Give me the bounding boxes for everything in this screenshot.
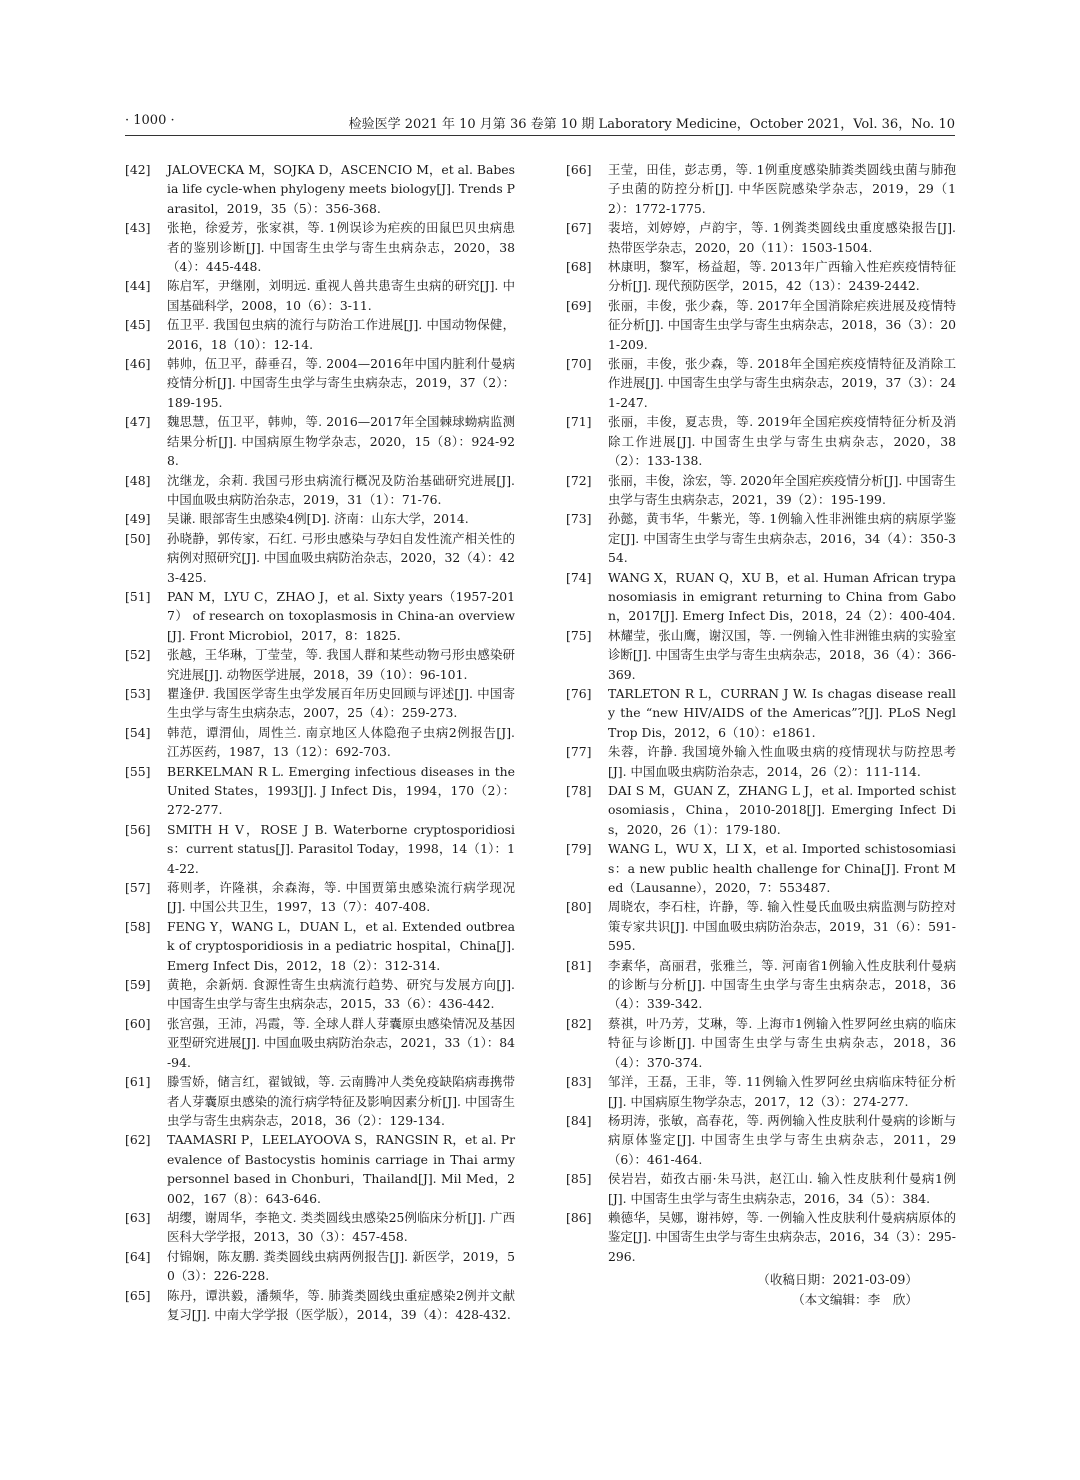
reference-text: 李素华，高丽君，张雅兰，等. 河南省1例输入性皮肤利什曼病的诊断与分析[J]. 中国寄生虫学与寄生虫病杂志，2018，36（4）：339-342.	[608, 957, 956, 1012]
reference-text: 张丽，丰俊，张少森，等. 2017年全国消除疟疾进展及疫情特征分析[J]. 中国寄生虫学与寄生虫病杂志，2018，36（3）：201-209.	[608, 297, 956, 352]
reference-item	[125, 1247, 515, 1286]
reference-number: [73]	[566, 511, 592, 527]
reference-number: [49]	[125, 511, 151, 527]
reference-text: 沈继龙，余莉. 我国弓形虫病流行概况及防治基础研究进展[J]. 中国血吸虫病防治杂志，2019，31（1）：71-76.	[167, 472, 515, 507]
reference-number: [43]	[125, 220, 151, 236]
reference-number: [72]	[566, 472, 592, 488]
reference-item	[566, 509, 956, 567]
reference-number: [61]	[125, 1074, 151, 1090]
reference-text: 邹洋，王磊，王非，等. 11例输入性罗阿丝虫病临床特征分析[J]. 中国病原生物学杂志，2017，12（3）：274-277.	[608, 1074, 956, 1109]
reference-item	[125, 917, 515, 975]
reference-item	[566, 1072, 956, 1111]
reference-item	[566, 781, 956, 839]
reference-text: 林康明，黎军，杨益超，等. 2013年广西输入性疟疾疫情特征分析[J]. 现代预防医学，2015，42（13）：2439-2442.	[608, 259, 956, 294]
reference-item	[566, 412, 956, 470]
reference-text: 周晓农，李石柱，许静，等. 输入性曼氏血吸虫病监测与防控对策专家共识[J]. 中国血吸虫病防治杂志，2019，31（6）：591-595.	[608, 899, 956, 954]
reference-item	[566, 956, 956, 1014]
reference-number: [77]	[566, 744, 592, 760]
reference-text: 蒋则孝，许隆祺，余森海，等. 中国贾第虫感染流行病学现况[J]. 中国公共卫生，1997，13（7）：407-408.	[167, 880, 515, 915]
reference-number: [78]	[566, 783, 592, 798]
reference-number: [86]	[566, 1209, 592, 1225]
reference-number: [84]	[566, 1112, 592, 1128]
reference-text: 胡缨，谢周华，李艳文. 类类圆线虫感染25例临床分析[J]. 广西医科大学学报，2013，30（3）：457-458.	[167, 1209, 515, 1245]
reference-text: TAAMASRI P，LEELAYOOVA S，RANGSIN R，et al. Prevalence of Bastocystis hominis carriage in Thai army personnel based in Chonburi，Thailand[J]. Mil Med，2002，167（8）：643-646.	[167, 1132, 515, 1206]
reference-text: 伍卫平. 我国包虫病的流行与防治工作进展[J]. 中国动物保健，2016，18（10）：12-14.	[167, 317, 515, 352]
reference-item	[125, 276, 515, 315]
reference-item	[125, 645, 515, 684]
reference-text: 林耀莹，张山鹰，谢汉国，等. 一例输入性非洲锥虫病的实验室诊断[J]. 中国寄生虫学与寄生虫病杂志，2018，36（4）：366-369.	[608, 627, 956, 682]
page-number: · 1000 ·	[125, 113, 175, 128]
reference-item	[566, 568, 956, 626]
reference-text: 蔡祺，叶乃芳，艾琳，等. 上海市1例输入性罗阿丝虫病的临床特征与诊断[J]. 中国寄生虫学与寄生虫病杂志，2018，36（4）：370-374.	[608, 1015, 956, 1070]
reference-number: [57]	[125, 880, 151, 896]
reference-item	[125, 684, 515, 723]
reference-number: [64]	[125, 1248, 151, 1264]
reference-text: 韩帅，伍卫平，薛垂召，等. 2004—2016年中国内脏利什曼病疫情分析[J]. 中国寄生虫学与寄生虫病杂志，2019，37（2）：189-195.	[167, 356, 515, 410]
reference-number: [80]	[566, 899, 592, 915]
reference-text: 付锦娴，陈友鹏. 粪类圆线虫病两例报告[J]. 新医学，2019，50（3）：226-228.	[167, 1248, 515, 1284]
reference-item	[125, 509, 515, 528]
reference-text: 朱蓉，许静. 我国境外输入性血吸虫病的疫情现状与防控思考[J]. 中国血吸虫病防治杂志，2014，26（2）：111-114.	[608, 744, 956, 779]
reference-item	[125, 412, 515, 470]
reference-text: 赖德华，吴娜，谢祎婷，等. 一例输入性皮肤利什曼病病原体的鉴定[J]. 中国寄生虫学与寄生虫病杂志，2016，34（3）：295-296.	[608, 1209, 956, 1264]
reference-text: 张丽，丰俊，涂宏，等. 2020年全国疟疾疫情分析[J]. 中国寄生虫学与寄生虫病杂志，2021，39（2）：195-199.	[608, 472, 956, 507]
reference-number: [50]	[125, 530, 151, 546]
reference-number: [69]	[566, 297, 592, 313]
reference-item	[566, 626, 956, 684]
reference-number: [85]	[566, 1171, 592, 1187]
reference-number: [56]	[125, 821, 151, 837]
reference-number: [59]	[125, 977, 151, 993]
reference-text: WANG X，RUAN Q，XU B，et al. Human African trypanosomiasis in emigrant returning to China from Gabon，2017[J]. Emerg Infect Dis，2018，24（2）：400-404.	[608, 569, 956, 624]
references-left-column	[125, 160, 515, 1324]
reference-item	[566, 1208, 956, 1266]
references-right-column	[566, 160, 956, 1310]
reference-number: [65]	[125, 1287, 151, 1303]
reference-number: [83]	[566, 1074, 592, 1090]
reference-number: [54]	[125, 724, 151, 740]
reference-number: [67]	[566, 220, 592, 236]
reference-item	[125, 587, 515, 645]
reference-number: [82]	[566, 1015, 592, 1031]
reference-text: 王莹，田佳，彭志勇，等. 1例重度感染肺粪类圆线虫菌与肺孢子虫菌的防控分析[J]. 中华医院感染学杂志，2019，29（12）：1772-1775.	[608, 162, 956, 216]
article-footer	[566, 1270, 956, 1310]
reference-item	[125, 975, 515, 1014]
reference-number: [76]	[566, 685, 592, 701]
reference-text: 孙懿，黄韦华，牛紫光，等. 1例输入性非洲锥虫病的病原学鉴定[J]. 中国寄生虫学与寄生虫病杂志，2016，34（4）：350-354.	[608, 511, 956, 566]
reference-item	[125, 160, 515, 218]
reference-number: [58]	[125, 918, 151, 934]
reference-number: [63]	[125, 1209, 151, 1225]
reference-item	[566, 839, 956, 897]
reference-number: [45]	[125, 317, 151, 333]
reference-item	[125, 1130, 515, 1208]
journal-running-title: 检验医学 2021 年 10 月第 36 卷第 10 期 Laboratory Medicine，October 2021，Vol. 36，No. 10	[348, 117, 955, 132]
reference-item	[566, 218, 956, 257]
reference-item	[566, 684, 956, 742]
reference-item	[125, 1286, 515, 1325]
reference-item	[125, 218, 515, 276]
reference-number: [55]	[125, 763, 151, 779]
reference-text: 韩范，谭渭仙，周性兰. 南京地区人体隐孢子虫病2例报告[J]. 江苏医药，1987，13（12）：692-703.	[167, 724, 515, 760]
reference-number: [75]	[566, 627, 592, 643]
reference-number: [42]	[125, 162, 151, 177]
reference-text: 瞿逢伊. 我国医学寄生虫学发展百年历史回顾与评述[J]. 中国寄生虫学与寄生虫病杂志，2007，25（4）：259-273.	[167, 685, 515, 721]
reference-item	[125, 1014, 515, 1072]
reference-text: TARLETON R L，CURRAN J W. Is chagas disease really the “new HIV/AIDS of the Americas”?[J]. PLoS Negl Trop Dis，2012，6（10）：e1861.	[608, 685, 956, 740]
reference-text: 陈启军，尹继刚，刘明远. 重视人兽共患寄生虫病的研究[J]. 中国基础科学，2008，10（6）：3-11.	[167, 278, 515, 313]
reference-number: [74]	[566, 569, 592, 585]
reference-text: 张艳，徐爱芳，张家祺，等. 1例误诊为疟疾的田鼠巴贝虫病患者的鉴别诊断[J]. 中国寄生虫学与寄生虫病杂志，2020，38（4）：445-448.	[167, 220, 515, 275]
reference-item	[125, 1208, 515, 1247]
reference-text: JALOVECKA M，SOJKA D，ASCENCIO M，et al. Babesia life cycle-when phylogeny meets biology[J]. Trends Parasitol，2019，35（5）：356-368.	[167, 162, 515, 216]
reference-item	[125, 315, 515, 354]
reference-item	[125, 354, 515, 412]
reference-item	[566, 257, 956, 296]
reference-text: 孙晓静，郭传家，石红. 弓形虫感染与孕妇自发性流产相关性的病例对照研究[J]. 中国血吸虫病防治杂志，2020，32（4）：423-425.	[167, 530, 515, 585]
reference-text: 杨玥涛，张敏，高春花，等. 两例输入性皮肤利什曼病的诊断与病原体鉴定[J]. 中国寄生虫学与寄生虫病杂志，2011，29（6）：461-464.	[608, 1112, 956, 1167]
reference-number: [51]	[125, 588, 151, 604]
reference-item	[566, 742, 956, 781]
reference-text: 魏思慧，伍卫平，韩帅，等. 2016—2017年全国棘球蚴病监测结果分析[J]. 中国病原生物学杂志，2020，15（8）：924-928.	[167, 414, 515, 469]
reference-number: [46]	[125, 356, 151, 372]
reference-number: [68]	[566, 259, 592, 275]
reference-item	[566, 897, 956, 955]
reference-number: [52]	[125, 647, 151, 663]
reference-number: [44]	[125, 278, 151, 294]
reference-number: [79]	[566, 841, 592, 857]
reference-number: [48]	[125, 472, 151, 488]
reference-item	[125, 762, 515, 820]
reference-number: [71]	[566, 414, 592, 430]
reference-item	[125, 529, 515, 587]
reference-text: 张丽，丰俊，夏志贵，等. 2019年全国疟疾疫情特征分析及消除工作进展[J]. 中国寄生虫学与寄生虫病杂志，2020，38（2）：133-138.	[608, 414, 956, 469]
page-header	[125, 113, 955, 136]
received-date: （收稿日期：2021-03-09）	[757, 1272, 918, 1288]
reference-item	[566, 1111, 956, 1169]
reference-number: [53]	[125, 685, 151, 701]
reference-number: [62]	[125, 1132, 151, 1148]
reference-item	[566, 1169, 956, 1208]
reference-text: 侯岩岩，茹孜古丽·朱马洪，赵江山. 输入性皮肤利什曼病1例[J]. 中国寄生虫学与寄生虫病杂志，2016，34（5）：384.	[608, 1171, 956, 1206]
reference-item	[566, 160, 956, 218]
reference-text: 裴培，刘婷婷，卢韵宇，等. 1例粪类圆线虫重度感染报告[J]. 热带医学杂志，2020，20（11）：1503-1504.	[608, 220, 956, 255]
reference-item	[125, 878, 515, 917]
reference-text: FENG Y，WANG L，DUAN L，et al. Extended outbreak of cryptosporidiosis in a pediatric hospital，China[J]. Emerg Infect Dis，2012，18（2）：312-314.	[167, 918, 515, 973]
reference-text: SMITH H V，ROSE J B. Waterborne cryptosporidiosis：current status[J]. Parasitol Today，1998，14（1）：14-22.	[167, 821, 515, 876]
reference-number: [81]	[566, 957, 592, 973]
reference-item	[125, 471, 515, 510]
reference-text: 滕雪娇，储言红，翟钺钺，等. 云南腾冲人类免疫缺陷病毒携带者人芽囊原虫感染的流行病学特征及影响因素分析[J]. 中国寄生虫学与寄生虫病杂志，2018，36（2）：129-134.	[167, 1074, 515, 1128]
reference-item	[125, 820, 515, 878]
reference-item	[566, 1014, 956, 1072]
editor-credit: （本文编辑：李 欣）	[792, 1292, 918, 1308]
reference-text: 黄艳，余新炳. 食源性寄生虫病流行趋势、研究与发展方向[J]. 中国寄生虫学与寄生虫病杂志，2015，33（6）：436-442.	[167, 977, 515, 1012]
reference-text: PAN M，LYU C，ZHAO J，et al. Sixty years（1957-2017） of research on toxoplasmosis in China-an overview[J]. Front Microbiol，2017，8：1825.	[167, 588, 515, 643]
reference-text: BERKELMAN R L. Emerging infectious diseases in the United States，1993[J]. J Infect Dis，1994，170（2）：272-277.	[167, 763, 515, 818]
reference-text: WANG L，WU X，LI X，et al. Imported schistosomiasis：a new public health challenge for China[J]. Front Med（Lausanne），2020，7：553487.	[608, 841, 956, 896]
reference-number: [60]	[125, 1015, 151, 1031]
reference-item	[566, 471, 956, 510]
reference-item	[125, 1072, 515, 1130]
reference-number: [66]	[566, 162, 592, 177]
reference-text: 张宫强，王沛，冯霞，等. 全球人群人芽囊原虫感染情况及基因亚型研究进展[J]. 中国血吸虫病防治杂志，2021，33（1）：84-94.	[167, 1015, 515, 1070]
reference-text: 张丽，丰俊，张少森，等. 2018年全国疟疾疫情特征及消除工作进展[J]. 中国寄生虫学与寄生虫病杂志，2019，37（3）：241-247.	[608, 356, 956, 410]
reference-item	[566, 354, 956, 412]
reference-item	[566, 296, 956, 354]
reference-item	[125, 723, 515, 762]
reference-number: [70]	[566, 356, 592, 372]
reference-text: DAI S M，GUAN Z，ZHANG L J，et al. Imported schistosomiasis，China，2010-2018[J]. Emerging Infect Dis，2020，26（1）：179-180.	[608, 783, 956, 837]
reference-text: 张越，王华琳，丁莹莹，等. 我国人群和某些动物弓形虫感染研究进展[J]. 动物医学进展，2018，39（10）：96-101.	[167, 647, 515, 682]
reference-number: [47]	[125, 414, 151, 430]
reference-text: 吴谦. 眼部寄生虫感染4例[D]. 济南：山东大学，2014.	[167, 511, 469, 527]
reference-text: 陈丹，谭洪毅，潘频华，等. 肺粪类圆线虫重症感染2例并文献复习[J]. 中南大学学报（医学版），2014，39（4）：428-432.	[167, 1287, 515, 1322]
